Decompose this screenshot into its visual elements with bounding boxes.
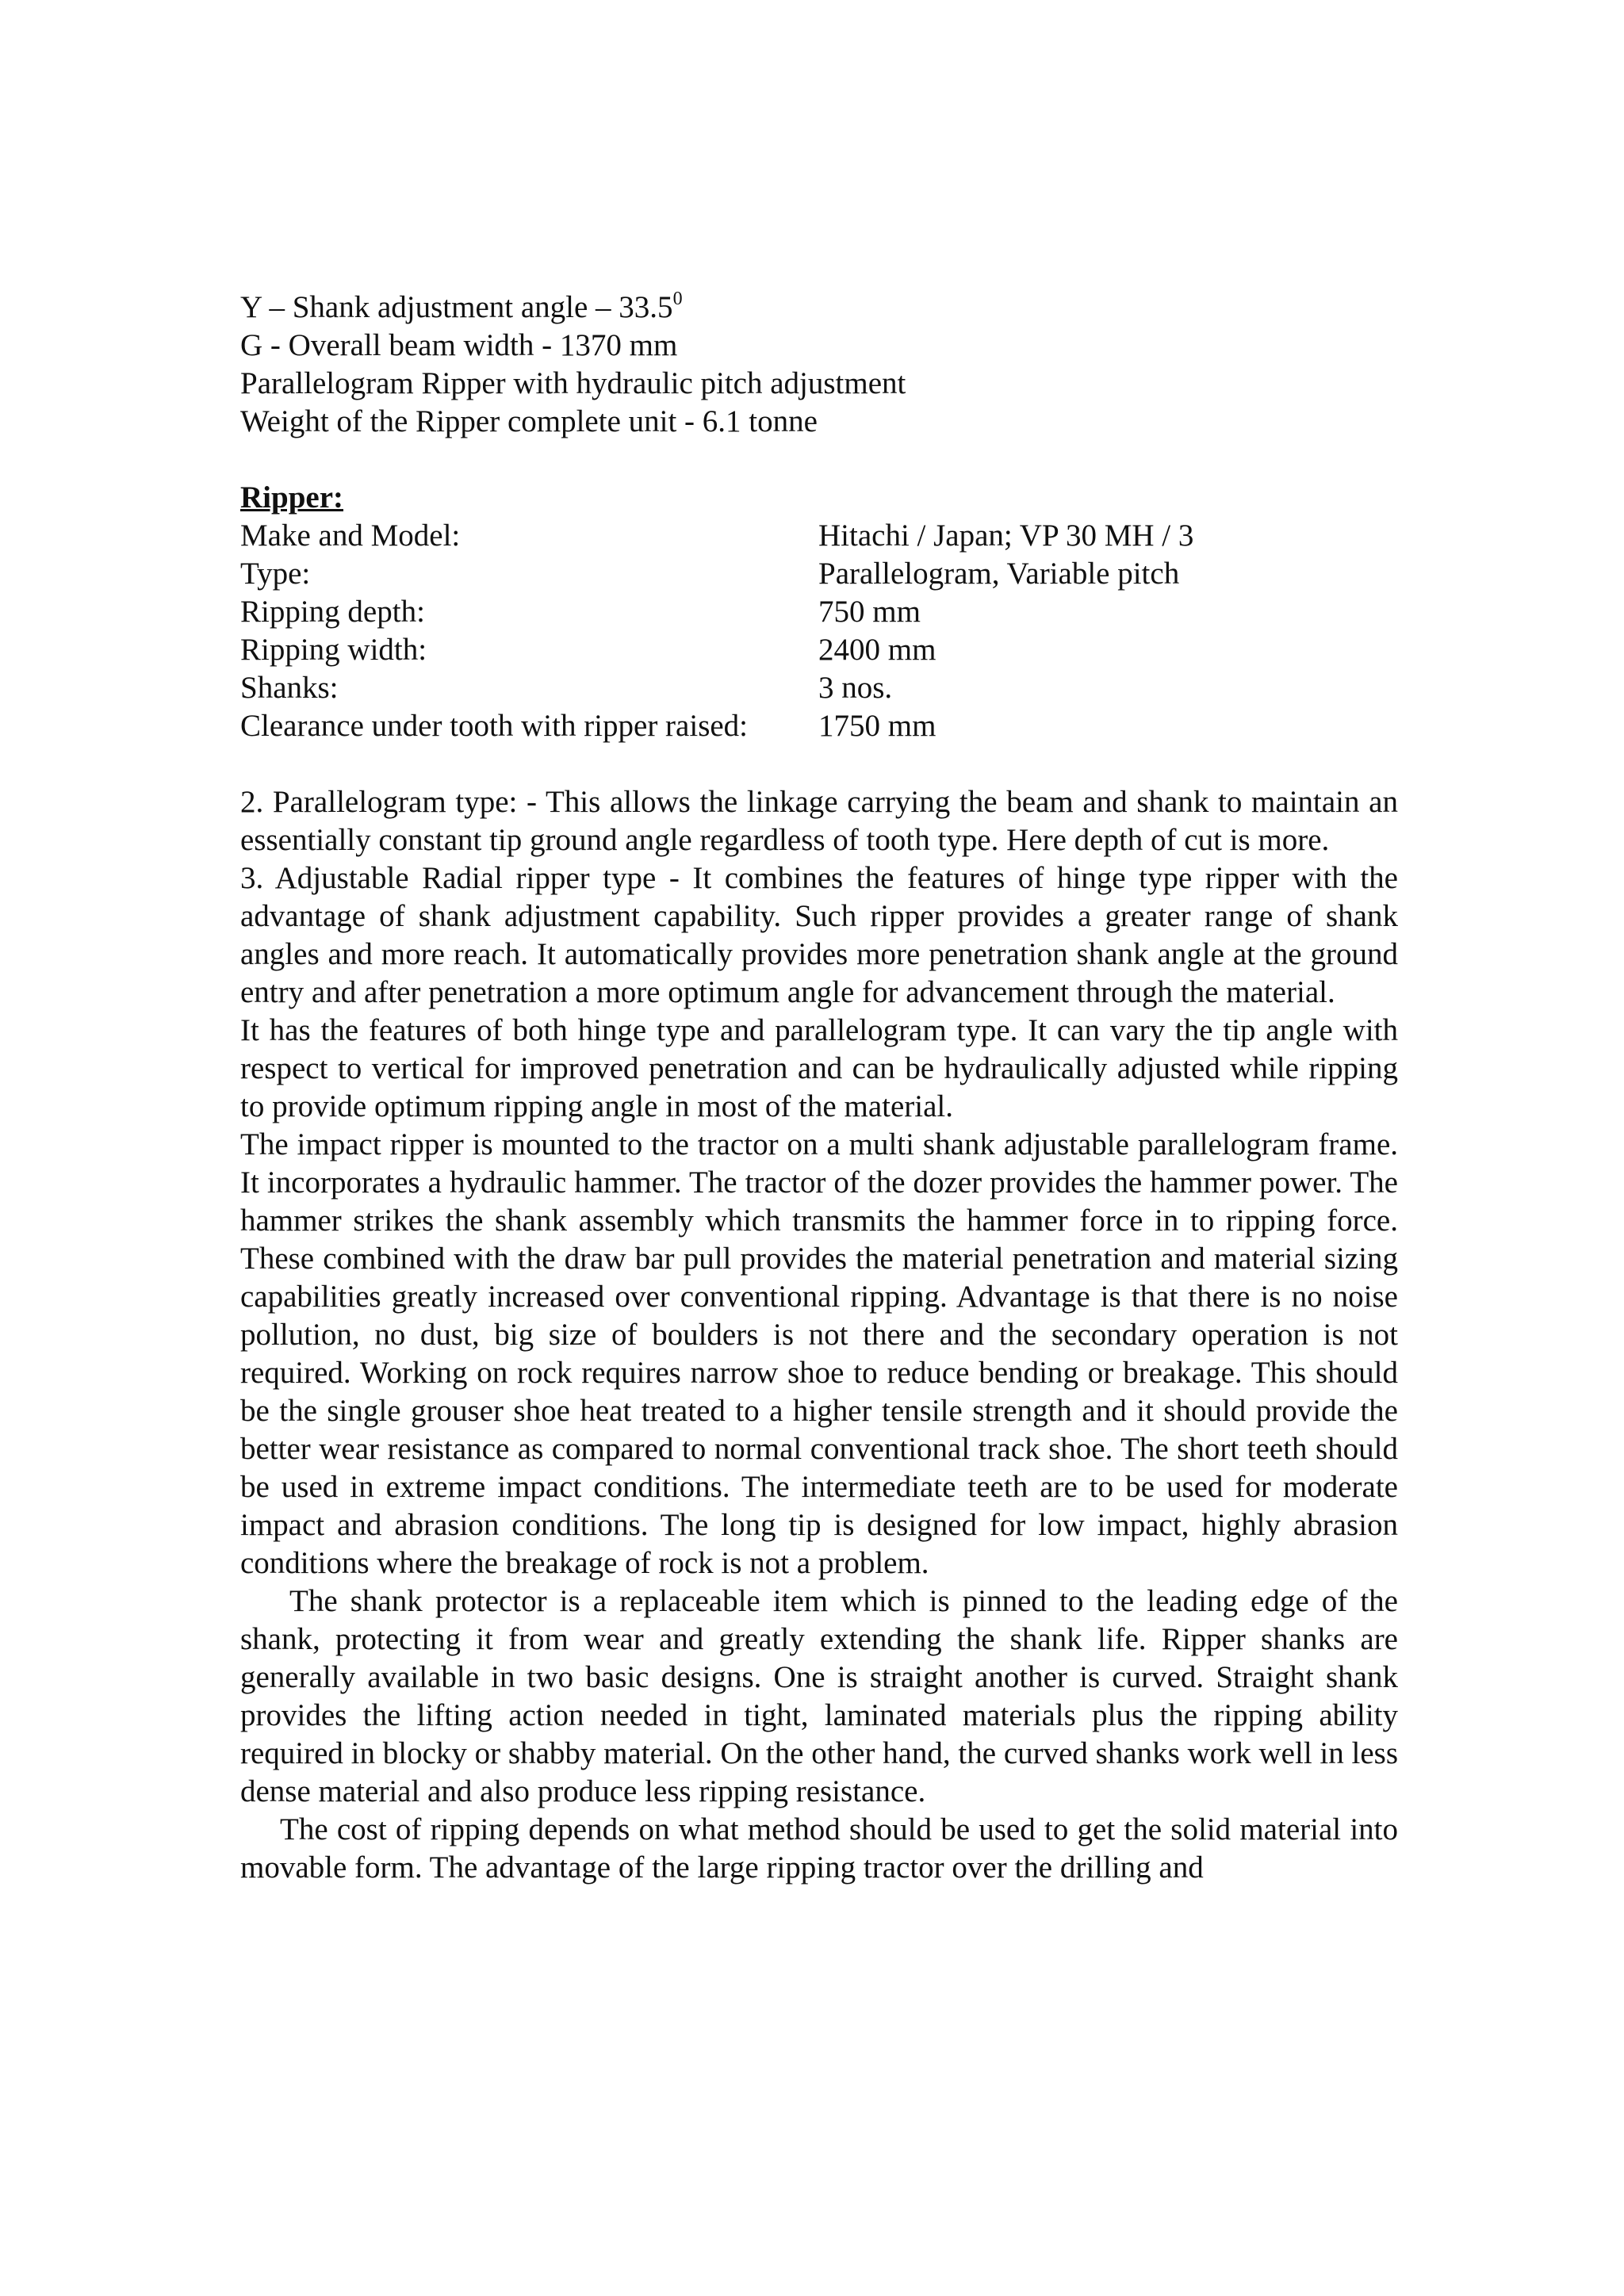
paragraph-shank-protector: The shank protector is a replaceable item which is pinned to the leading edge of the shank, protecting it from wear and greatly extending the shank life. Ripper shanks are generally available in two basic designs. One is straight another is curved. Straight shank provides the lifting action needed in tight, laminated materials plus the ripping ability required in blocky or shabby material. On the other hand, the curved shanks work well in less dense material and also produce less ripping resistance. [240,1584,1398,1808]
spec-row-shanks [240,669,1398,707]
spacer [240,441,1398,479]
spec-label: Clearance under tooth with ripper raised: [240,709,749,743]
spacer [240,745,1398,783]
shank-angle-text: Y – Shank adjustment angle – 33.5 [240,290,673,324]
spec-label: Ripping depth: [240,595,425,629]
beam-width-line: G - Overall beam width - 1370 mm [240,328,678,362]
spec-row-make-model [240,517,1398,555]
ripper-weight-line: Weight of the Ripper complete unit - 6.1 tonne [240,404,818,438]
spec-row-type [240,555,1398,593]
spec-value: Hitachi / Japan; VP 30 MH / 3 [818,519,1194,553]
spec-row-ripping-depth [240,593,1398,631]
spec-label: Make and Model: [240,519,461,553]
paragraph-adjustable-radial-type: 3. Adjustable Radial ripper type - It combines the features of hinge type ripper with the advantage of shank adjustment capability. Such ripper provides a greater range of shank angles and more reach. It automatically provides more penetration shank angle at the ground entry and after penetration a more optimum angle for advancement through the material. [240,861,1398,1009]
spec-label: Shanks: [240,671,339,705]
spec-row-ripping-width [240,631,1398,669]
paragraph-cost-of-ripping: The cost of ripping depends on what method should be used to get the solid material into movable form. The advantage of the large ripping tractor over the drilling and [240,1812,1398,1885]
spec-value: 3 nos. [818,671,893,705]
spec-row-clearance [240,707,1398,745]
document-page [240,289,1398,1887]
ripper-spec-section [240,479,1398,745]
shank-angle-line [240,289,1398,327]
spec-label: Type: [240,557,311,591]
ripper-description-line: Parallelogram Ripper with hydraulic pitch adjustment [240,366,906,400]
spec-label: Ripping width: [240,633,427,667]
spec-value: 1750 mm [818,709,936,743]
degree-superscript: 0 [672,289,683,309]
spec-value: 2400 mm [818,633,936,667]
paragraph-impact-ripper: The impact ripper is mounted to the tractor on a multi shank adjustable parallelogram frame. It incorporates a hydraulic hammer. The tractor of the dozer provides the hammer power. The hammer strikes the shank assembly which transmits the hammer force in to ripping force. These combined with the draw bar pull provides the material penetration and material sizing capabilities greatly increased over conventional ripping. Advantage is that there is no noise pollution, no dust, big size of boulders is not there and the secondary operation is not required. Working on rock requires narrow shoe to reduce bending or breakage. This should be the single grouser shoe heat treated to a higher tensile strength and it should provide the better wear resistance as compared to normal conventional track shoe. The short teeth should be used in extreme impact conditions. The intermediate teeth are to be used for moderate impact and abrasion conditions. The long tip is designed for low impact, highly abrasion conditions where the breakage of rock is not a problem. [240,1127,1398,1580]
intro-block [240,289,1398,441]
spec-value: Parallelogram, Variable pitch [818,557,1180,591]
spec-value: 750 mm [818,595,921,629]
ripper-heading: Ripper: [240,480,343,515]
paragraph-parallelogram-type: 2. Parallelogram type: - This allows the linkage carrying the beam and shank to maintain an essentially constant tip ground angle regardless of tooth type. Here depth of cut is more. [240,785,1398,857]
paragraph-features: It has the features of both hinge type and parallelogram type. It can vary the tip angle with respect to vertical for improved penetration and can be hydraulically adjusted while ripping to provide optimum ripping angle in most of the material. [240,1013,1398,1123]
